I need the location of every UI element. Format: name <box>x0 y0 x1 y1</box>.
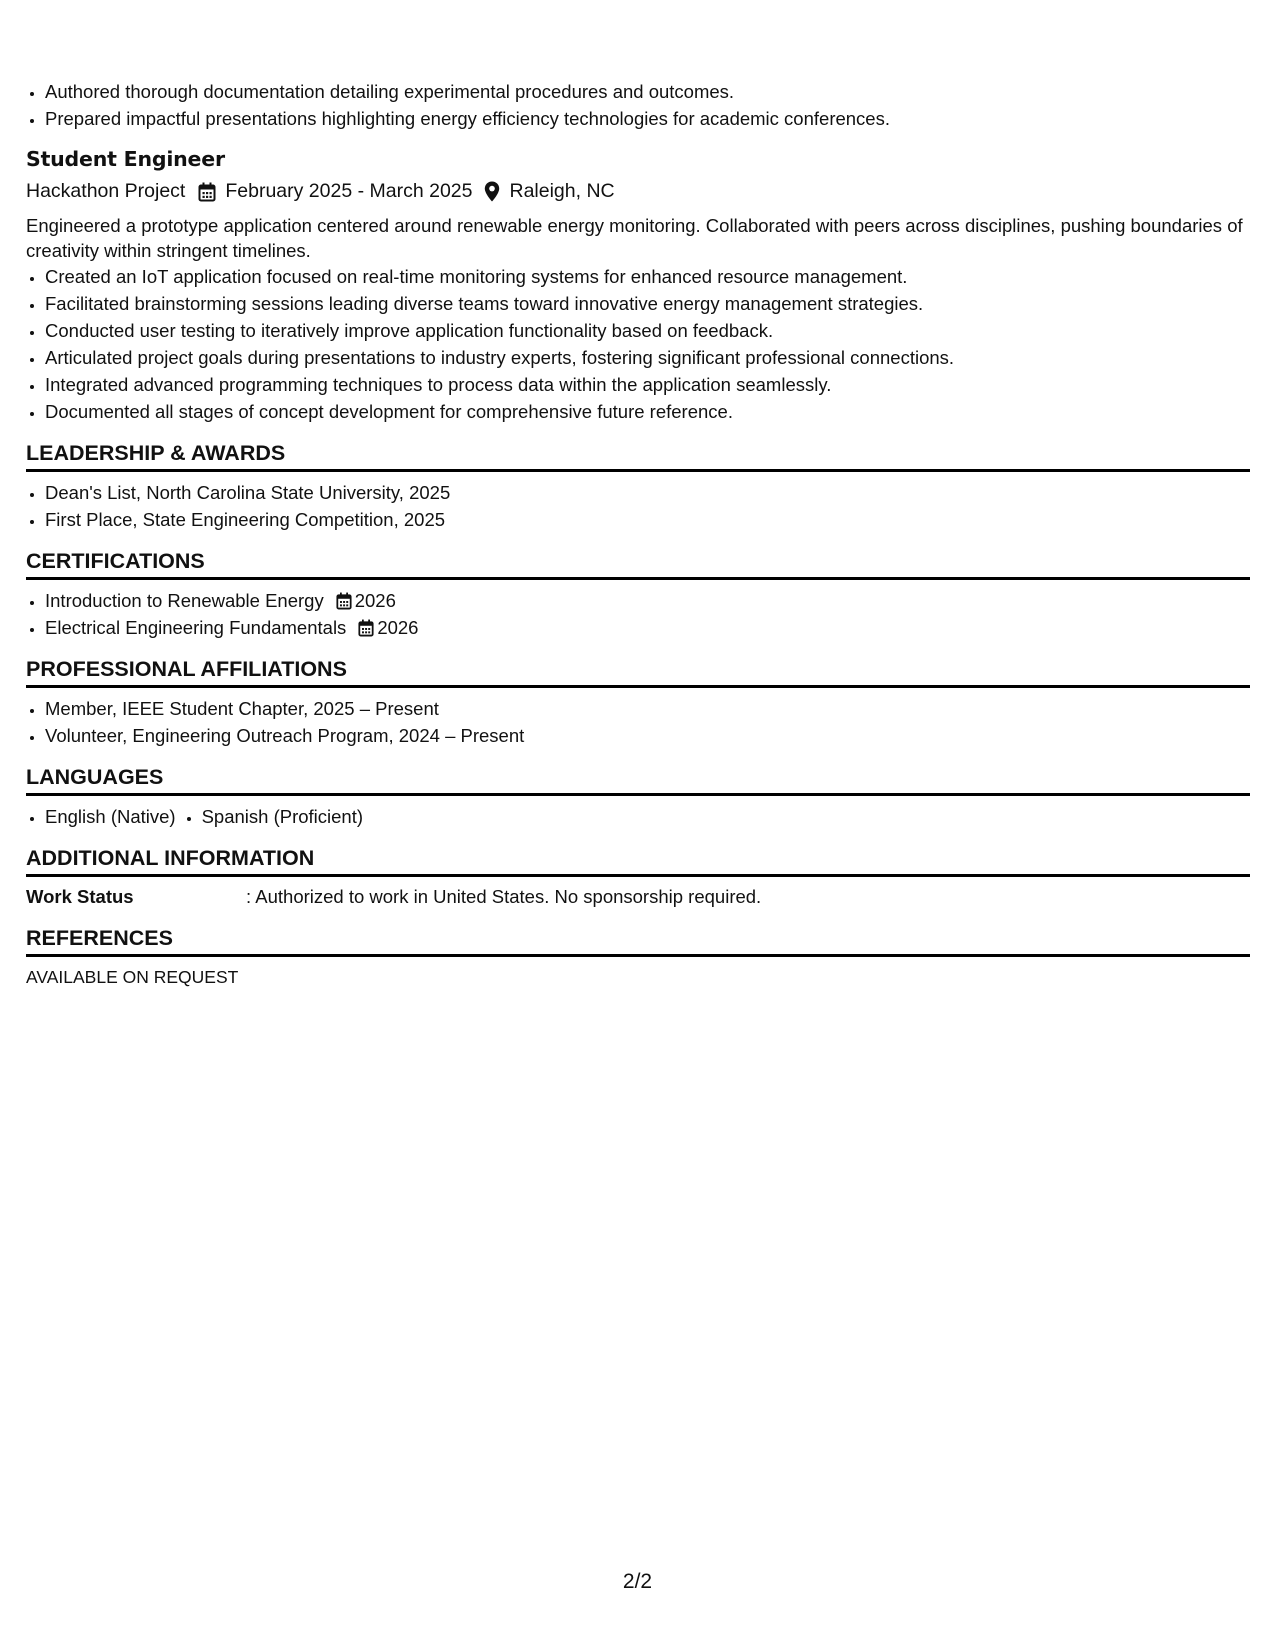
job-meta <box>26 176 1250 207</box>
certification-year: 2026 <box>377 617 419 638</box>
job-bullets <box>26 263 1250 425</box>
calendar-icon <box>336 592 352 610</box>
list-item: • Documented all stages of concept development for comprehensive future reference. <box>45 398 1250 425</box>
additional-info-section <box>26 844 1250 910</box>
list-item: • Conducted user testing to iteratively improve application functionality based on feedback. <box>45 317 1250 344</box>
certification-name: • Introduction to Renewable Energy <box>45 590 324 611</box>
list-item: • Spanish (Proficient) <box>202 803 363 830</box>
previous-job-bullets <box>26 78 1250 132</box>
section-heading: LEADERSHIP & AWARDS <box>26 439 1250 472</box>
job-entry <box>26 145 1250 425</box>
list-item: • Integrated advanced programming techniques to process data within the application seamlessly. <box>45 371 1250 398</box>
page-number: 2/2 <box>622 1570 653 1593</box>
certifications-section <box>26 547 1250 641</box>
calendar-icon <box>198 182 216 202</box>
list-item: • Facilitated brainstorming sessions leading diverse teams toward innovative energy management strategies. <box>45 290 1250 317</box>
list-item <box>45 587 1250 614</box>
section-heading: CERTIFICATIONS <box>26 547 1250 580</box>
list-item: • First Place, State Engineering Competition, 2025 <box>45 506 1250 533</box>
list-item: • Articulated project goals during presentations to industry experts, fostering significant professional connections. <box>45 344 1250 371</box>
references-section <box>26 924 1250 990</box>
job-description: Engineered a prototype application centered around renewable energy monitoring. Collaborated with peers across disciplines, pushing boundaries of creativity within stringent timelines. <box>26 215 1243 261</box>
job-organization: Hackathon Project <box>26 180 186 202</box>
references-text: AVAILABLE ON REQUEST <box>26 967 239 987</box>
certifications-list <box>26 587 1250 641</box>
calendar-icon <box>358 619 374 637</box>
section-heading: REFERENCES <box>26 924 1250 957</box>
section-heading: ADDITIONAL INFORMATION <box>26 844 1250 877</box>
leadership-section <box>26 439 1250 533</box>
certification-year: 2026 <box>354 590 396 611</box>
languages-section <box>26 763 1250 830</box>
map-pin-icon <box>484 181 500 202</box>
section-heading: LANGUAGES <box>26 763 1250 796</box>
list-item: • Volunteer, Engineering Outreach Program, 2024 – Present <box>45 722 1250 749</box>
resume-page <box>26 78 1250 990</box>
certification-name: • Electrical Engineering Fundamentals <box>45 617 347 638</box>
section-heading: PROFESSIONAL AFFILIATIONS <box>26 655 1250 688</box>
list-item: • Member, IEEE Student Chapter, 2025 – Present <box>45 695 1250 722</box>
list-item: • Created an IoT application focused on real-time monitoring systems for enhanced resource management. <box>45 263 1250 290</box>
job-title: Student Engineer <box>26 147 225 171</box>
list-item: • Prepared impactful presentations highlighting energy efficiency technologies for academic conferences. <box>45 105 1250 132</box>
job-dates: February 2025 - March 2025 <box>225 180 473 202</box>
languages-list <box>26 803 1250 830</box>
affiliations-list <box>26 695 1250 749</box>
work-status-row <box>26 884 1250 910</box>
affiliations-section <box>26 655 1250 749</box>
list-item: • English (Native) <box>45 803 176 830</box>
list-item: • Authored thorough documentation detailing experimental procedures and outcomes. <box>45 78 1250 105</box>
work-status-value: : Authorized to work in United States. No sponsorship required. <box>246 886 762 907</box>
job-location: Raleigh, NC <box>509 180 615 202</box>
work-status-label: Work Status <box>26 886 134 907</box>
leadership-list <box>26 479 1250 533</box>
list-item: • Dean's List, North Carolina State University, 2025 <box>45 479 1250 506</box>
list-item <box>45 614 1250 641</box>
